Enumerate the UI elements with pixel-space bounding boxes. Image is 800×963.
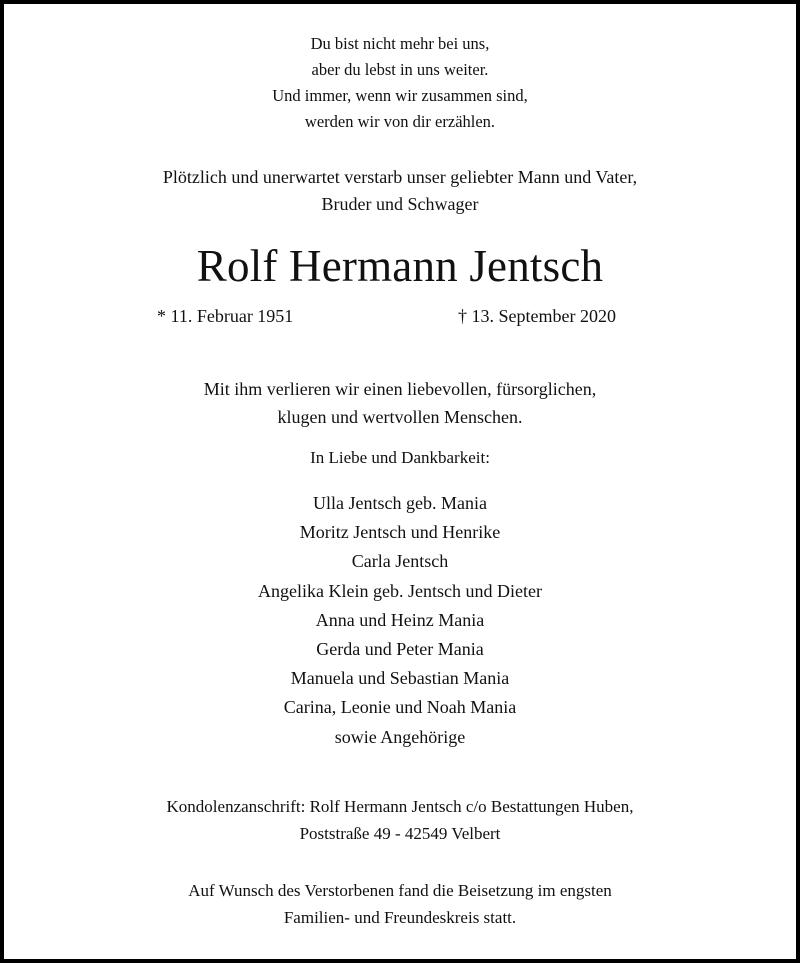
poem-line: werden wir von dir erzählen. [304, 112, 496, 131]
tribute-line: Mit ihm verlieren wir einen liebevollen, fürsorglichen, [203, 379, 597, 399]
poem-line: aber du lebst in uns weiter. [311, 60, 489, 79]
poem-line: Du bist nicht mehr bei uns, [310, 34, 490, 53]
deceased-name: Rolf Hermann Jentsch [196, 241, 604, 291]
family-member: Manuela und Sebastian Mania [290, 668, 510, 689]
family-member: Carina, Leonie und Noah Mania [283, 697, 517, 718]
condolence-address [4, 793, 796, 847]
tribute-line: klugen und wertvollen Menschen. [277, 407, 523, 427]
family-member: Anna und Heinz Mania [315, 609, 485, 630]
intro-line: Plötzlich und unerwartet verstarb unser geliebter Mann und Vater, [162, 167, 638, 187]
tribute-text [4, 375, 796, 431]
closing-note [4, 877, 796, 931]
family-member: Ulla Jentsch geb. Mania [313, 493, 487, 513]
dedication: In Liebe und Dankbarkeit: [310, 448, 490, 467]
address-line: Kondolenzanschrift: Rolf Hermann Jentsch c/o Bestattungen Huben, [166, 797, 634, 816]
family-member: Angelika Klein geb. Jentsch und Dieter [258, 580, 542, 601]
poem [4, 31, 796, 135]
address-line: Poststraße 49 - 42549 Velbert [299, 824, 501, 843]
closing-line: Auf Wunsch des Verstorbenen fand die Beisetzung im engsten [188, 881, 612, 900]
death-date: † 13. September 2020 [458, 306, 616, 326]
family-member: Moritz Jentsch und Henrike [299, 522, 501, 543]
closing-line: Familien- und Freundeskreis statt. [283, 908, 517, 927]
poem-line: Und immer, wenn wir zusammen sind, [272, 86, 528, 105]
birth-date: * 11. Februar 1951 [157, 306, 294, 326]
intro-text [4, 164, 796, 218]
intro-line: Bruder und Schwager [321, 194, 479, 214]
family-list [4, 489, 796, 752]
family-member: sowie Angehörige [334, 726, 466, 747]
family-member: Gerda und Peter Mania [316, 639, 484, 660]
family-member: Carla Jentsch [351, 551, 449, 572]
